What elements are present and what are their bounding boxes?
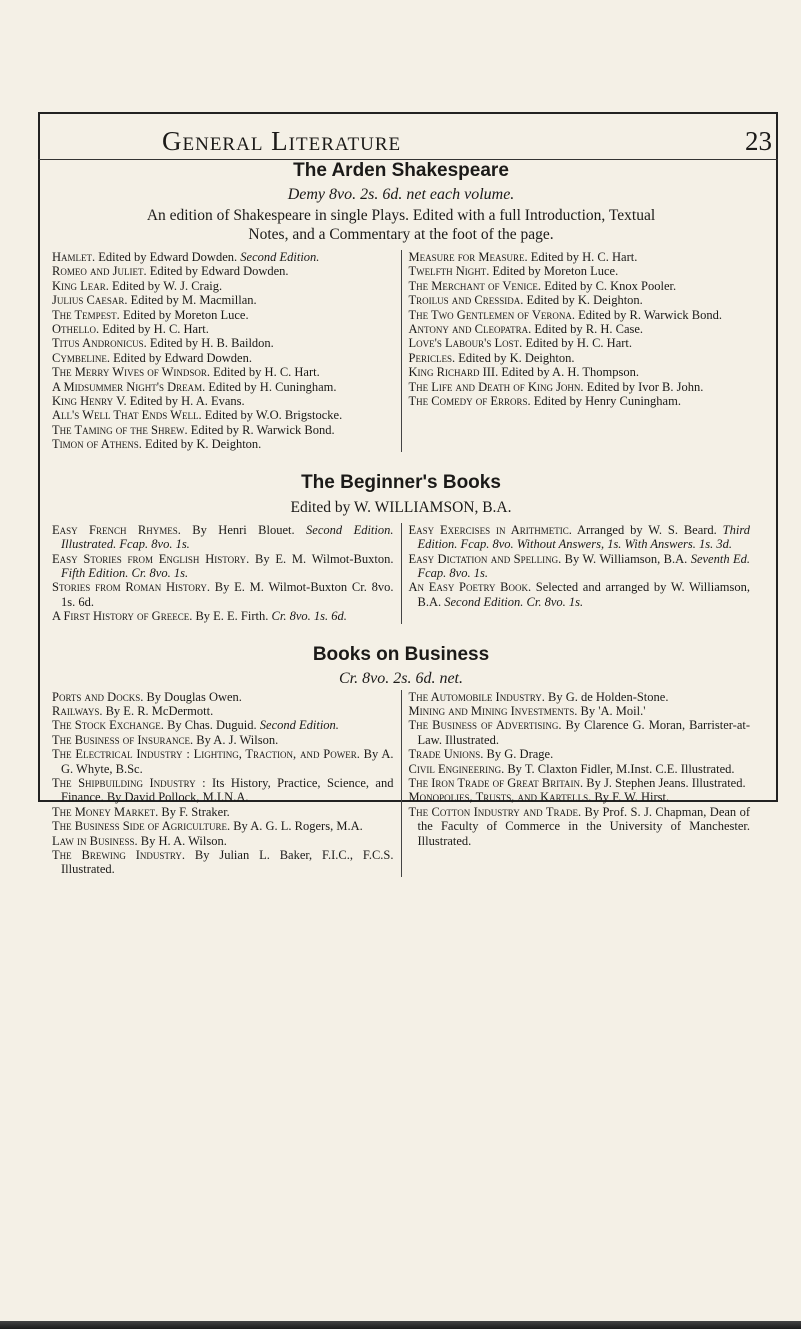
- entry-text: By Clarence G. Moran, Barrister-at-Law. Illustrated.: [417, 718, 750, 747]
- entry-title: Stories from Roman History.: [52, 580, 210, 595]
- catalogue-entry: [409, 264, 751, 278]
- catalogue-entry: [52, 293, 394, 307]
- entry-title: All's Well That Ends Well.: [52, 408, 202, 423]
- entry-text: By G. Drage.: [483, 747, 554, 762]
- catalogue-entry: [52, 380, 394, 394]
- page-edge: [0, 1321, 801, 1329]
- entry-text: Edited by M. Macmillan.: [127, 293, 257, 308]
- catalogue-entry: [409, 747, 751, 761]
- entry-text: By F. W. Hirst.: [591, 790, 670, 805]
- arden-title: The Arden Shakespeare: [293, 160, 509, 181]
- entry-text: By Chas. Duguid.: [163, 718, 257, 733]
- catalogue-entry: [52, 747, 394, 776]
- entry-text: By H. A. Wilson.: [137, 833, 227, 848]
- catalogue-entry: [409, 322, 751, 336]
- catalogue-entry: [52, 264, 394, 278]
- catalogue-entry: [52, 609, 394, 623]
- entry-text: Edited by R. Warwick Bond.: [574, 307, 722, 322]
- business-title: Books on Business: [312, 643, 490, 665]
- entry-text: By A. G. Whyte, B.Sc.: [61, 747, 394, 776]
- entry-title: An Easy Poetry Book.: [408, 580, 532, 595]
- catalogue-entry: [52, 336, 394, 350]
- catalogue-entry: [409, 336, 751, 350]
- entry-text: Edited by K. Deighton.: [523, 293, 643, 308]
- catalogue-entry: [52, 704, 394, 718]
- entry-edition: Third Edition. Fcap. 8vo. Without Answers, 1s. With Answers. 1s. 3d.: [417, 522, 750, 552]
- entry-title: King Henry V.: [52, 394, 127, 409]
- entry-title: The Merchant of Venice.: [408, 278, 542, 293]
- entry-edition: Seventh Ed. Fcap. 8vo. 1s.: [417, 551, 750, 580]
- entry-title: Romeo and Juliet.: [52, 264, 147, 279]
- entry-title: Mining and Mining Investments.: [408, 703, 578, 718]
- entry-text: Edited by W.O. Brigstocke.: [201, 408, 343, 423]
- entry-text: By G. de Holden-Stone.: [544, 689, 669, 704]
- catalogue-entry: [409, 552, 751, 581]
- arden-columns: [52, 250, 750, 452]
- entry-title: The Business of Advertising.: [408, 718, 562, 733]
- business-left-column: [52, 690, 402, 877]
- arden-intro-line1: An edition of Shakespeare in single Plays. Edited with a full Introduction, Textual: [146, 207, 656, 224]
- entry-text: Edited by Moreton Luce.: [489, 264, 619, 279]
- entry-title: The Shipbuilding Industry :: [52, 775, 206, 790]
- entry-title: Timon of Athens.: [52, 437, 142, 452]
- entry-title: Railways.: [52, 703, 103, 718]
- entry-title: Antony and Cleopatra.: [408, 322, 532, 337]
- catalogue-entry: [409, 351, 751, 365]
- entry-title: Cymbeline.: [52, 350, 110, 365]
- business-subtitle: Cr. 8vo. 2s. 6d. net.: [339, 669, 463, 687]
- beginners-right-column: [402, 523, 751, 624]
- entry-title: Othello.: [52, 322, 100, 337]
- entry-text: By E. M. Wilmot-Buxton.: [249, 551, 394, 566]
- catalogue-entry: [52, 365, 394, 379]
- entry-text: Edited by H. C. Hart.: [527, 250, 638, 264]
- entry-text: By A. G. L. Rogers, M.A.: [230, 819, 363, 834]
- entry-title: King Richard III.: [408, 365, 499, 380]
- page-number: 23: [745, 126, 772, 156]
- catalogue-entry: [52, 250, 394, 264]
- catalogue-entry: [409, 790, 751, 804]
- entry-title: Love's Labour's Lost.: [408, 336, 523, 351]
- entry-text: Edited by R. Warwick Bond.: [187, 422, 335, 437]
- entry-title: The Taming of the Shrew.: [52, 422, 188, 437]
- entry-text: Edited by Moreton Luce.: [119, 307, 249, 322]
- catalogue-entry: [409, 394, 751, 408]
- entry-text: Edited by R. H. Case.: [531, 322, 644, 337]
- catalogue-entry: [409, 279, 751, 293]
- entry-title: Monopolies, Trusts, and Kartells.: [408, 790, 592, 805]
- catalogue-entry: [52, 805, 394, 819]
- entry-text: Edited by H. A. Evans.: [126, 394, 245, 409]
- entry-title: The Merry Wives of Windsor.: [52, 365, 211, 380]
- entry-text: By T. Claxton Fidler, M.Inst. C.E. Illustrated.: [504, 761, 735, 776]
- catalogue-entry: [52, 834, 394, 848]
- beginners-section: [52, 472, 750, 624]
- catalogue-entry: [52, 523, 394, 552]
- entry-edition: Second Edition.: [237, 250, 320, 264]
- entry-title: Titus Andronicus.: [52, 336, 147, 351]
- catalogue-entry: [409, 365, 751, 379]
- catalogue-entry: [52, 848, 394, 877]
- top-rule: [38, 112, 778, 114]
- left-rule: [38, 112, 40, 802]
- running-head: General Literature: [162, 126, 402, 156]
- catalogue-entry: [409, 308, 751, 322]
- entry-title: Measure for Measure.: [408, 250, 528, 264]
- entry-text: Its History, Practice, Science, and Finance. By David Pollock, M.I.N.A.: [61, 775, 394, 805]
- catalogue-entry: [409, 523, 751, 552]
- entry-title: Law in Business.: [52, 833, 138, 848]
- arden-section: [52, 160, 750, 452]
- arden-intro-line2: Notes, and a Commentary at the foot of the page.: [248, 226, 554, 243]
- entry-text: By J. Stephen Jeans. Illustrated.: [583, 775, 746, 790]
- entry-edition: Second Edition. Cr. 8vo. 1s.: [441, 594, 584, 609]
- entry-title: The Brewing Industry.: [52, 848, 186, 862]
- entry-text: By E. E. Firth.: [192, 609, 269, 624]
- entry-title: The Automobile Industry.: [408, 689, 545, 704]
- entry-title: Easy French Rhymes.: [52, 522, 181, 537]
- catalogue-entry: [52, 279, 394, 293]
- arden-left-column: [52, 250, 402, 452]
- catalogue-entry: [52, 776, 394, 805]
- entry-text: Edited by K. Deighton.: [141, 437, 262, 452]
- catalogue-entry: [52, 394, 394, 408]
- beginners-title: The Beginner's Books: [301, 471, 501, 493]
- entry-text: By Douglas Owen.: [143, 689, 242, 704]
- catalogue-entry: [409, 250, 751, 264]
- entry-edition: Second Edition. Illustrated. Fcap. 8vo. 1s.: [61, 522, 394, 552]
- catalogue-entry: [52, 437, 394, 451]
- entry-text: Edited by H. C. Hart.: [522, 336, 633, 351]
- business-section: [52, 644, 750, 877]
- page-content: [52, 160, 750, 877]
- catalogue-entry: [52, 423, 394, 437]
- entry-text: Edited by Edward Dowden.: [95, 250, 238, 264]
- entry-text: Edited by K. Deighton.: [455, 350, 575, 365]
- entry-title: Twelfth Night.: [408, 264, 490, 279]
- arden-subtitle: Demy 8vo. 2s. 6d. net each volume.: [287, 186, 515, 203]
- catalogue-entry: [52, 408, 394, 422]
- entry-title: Ports and Docks.: [52, 689, 144, 704]
- catalogue-entry: [409, 580, 751, 609]
- catalogue-entry: [409, 776, 751, 790]
- catalogue-entry: [52, 819, 394, 833]
- entry-text: By F. Straker.: [158, 804, 230, 819]
- entry-title: Troilus and Cressida.: [408, 293, 524, 308]
- arden-right-column: [402, 250, 751, 452]
- entry-title: The Cotton Industry and Trade.: [408, 804, 582, 819]
- catalogue-entry: [52, 718, 394, 732]
- entry-title: Julius Caesar.: [52, 293, 128, 308]
- entry-text: By W. Williamson, B.A.: [561, 551, 688, 566]
- entry-text: Selected and arranged by W. Williamson, B.A.: [417, 580, 750, 609]
- entry-text: By E. M. Wilmot-Buxton Cr. 8vo. 1s. 6d.: [61, 580, 394, 609]
- beginners-left-column: [52, 523, 402, 624]
- entry-title: Hamlet.: [52, 250, 96, 264]
- entry-title: The Comedy of Errors.: [408, 394, 531, 409]
- entry-text: Edited by H. Cuningham.: [205, 379, 337, 394]
- catalogue-entry: [52, 308, 394, 322]
- entry-title: The Two Gentlemen of Verona.: [408, 307, 575, 322]
- catalogue-entry: [52, 580, 394, 609]
- entry-title: Civil Engineering.: [408, 761, 505, 776]
- entry-text: Edited by Henry Cuningham.: [530, 394, 681, 409]
- catalogue-entry: [52, 322, 394, 336]
- entry-edition: Second Edition.: [256, 718, 339, 733]
- entry-title: Easy Dictation and Spelling.: [408, 551, 562, 566]
- entry-text: Edited by Ivor B. John.: [583, 379, 704, 394]
- entry-title: The Money Market.: [52, 804, 159, 819]
- business-right-column: [402, 690, 751, 877]
- entry-title: Easy Exercises in Arithmetic.: [408, 522, 572, 537]
- catalogue-entry: [52, 690, 394, 704]
- entry-title: The Tempest.: [52, 307, 120, 322]
- catalogue-entry: [409, 762, 751, 776]
- catalogue-entry: [52, 552, 394, 581]
- entry-text: By E. R. McDermott.: [102, 703, 214, 718]
- catalogue-entry: [409, 805, 751, 848]
- entry-text: Edited by H. B. Baildon.: [146, 336, 274, 351]
- entry-title: The Stock Exchange.: [52, 718, 164, 733]
- catalogue-entry: [409, 293, 751, 307]
- entry-edition: Cr. 8vo. 1s. 6d.: [268, 609, 347, 624]
- entry-title: The Business Side of Agriculture.: [52, 819, 231, 834]
- entry-title: A First History of Greece.: [52, 609, 193, 624]
- beginners-columns: [52, 523, 750, 624]
- entry-text: Edited by C. Knox Pooler.: [541, 278, 677, 293]
- right-rule: [776, 112, 778, 802]
- beginners-subtitle: Edited by W. WILLIAMSON, B.A.: [290, 498, 512, 516]
- business-columns: [52, 690, 750, 877]
- entry-text: By 'A. Moil.': [577, 703, 646, 718]
- entry-text: Edited by Edward Dowden.: [109, 350, 252, 365]
- entry-title: The Iron Trade of Great Britain.: [408, 775, 584, 790]
- entry-text: Edited by H. C. Hart.: [210, 365, 320, 380]
- entry-text: By Prof. S. J. Chapman, Dean of the Faculty of Commerce in the University of Manchester. Illustrated.: [417, 804, 750, 848]
- entry-text: By A. J. Wilson.: [193, 732, 279, 747]
- entry-text: Edited by W. J. Craig.: [108, 278, 223, 293]
- catalogue-entry: [409, 718, 751, 747]
- entry-text: Edited by A. H. Thompson.: [498, 365, 639, 380]
- catalogue-entry: [409, 690, 751, 704]
- catalogue-entry: [409, 704, 751, 718]
- entry-edition: Fifth Edition. Cr. 8vo. 1s.: [61, 565, 189, 580]
- entry-text: By Julian L. Baker, F.I.C., F.C.S. Illustrated.: [61, 848, 394, 877]
- catalogue-entry: [52, 351, 394, 365]
- entry-text: By Henri Blouet.: [180, 522, 295, 537]
- entry-title: King Lear.: [52, 278, 109, 293]
- entry-title: A Midsummer Night's Dream.: [52, 379, 206, 394]
- entry-title: Easy Stories from English History.: [52, 551, 250, 566]
- catalogue-entry: [52, 733, 394, 747]
- entry-text: Arranged by W. S. Beard.: [571, 522, 717, 537]
- entry-text: Edited by H. C. Hart.: [99, 322, 209, 337]
- catalogue-entry: [409, 380, 751, 394]
- entry-title: The Electrical Industry : Lighting, Traction, and Power.: [52, 747, 360, 762]
- entry-title: Pericles.: [408, 350, 456, 365]
- entry-title: The Business of Insurance.: [52, 732, 194, 747]
- entry-text: Edited by Edward Dowden.: [146, 264, 289, 279]
- entry-title: The Life and Death of King John.: [408, 379, 584, 394]
- entry-title: Trade Unions.: [408, 747, 484, 762]
- arden-intro: [52, 206, 750, 244]
